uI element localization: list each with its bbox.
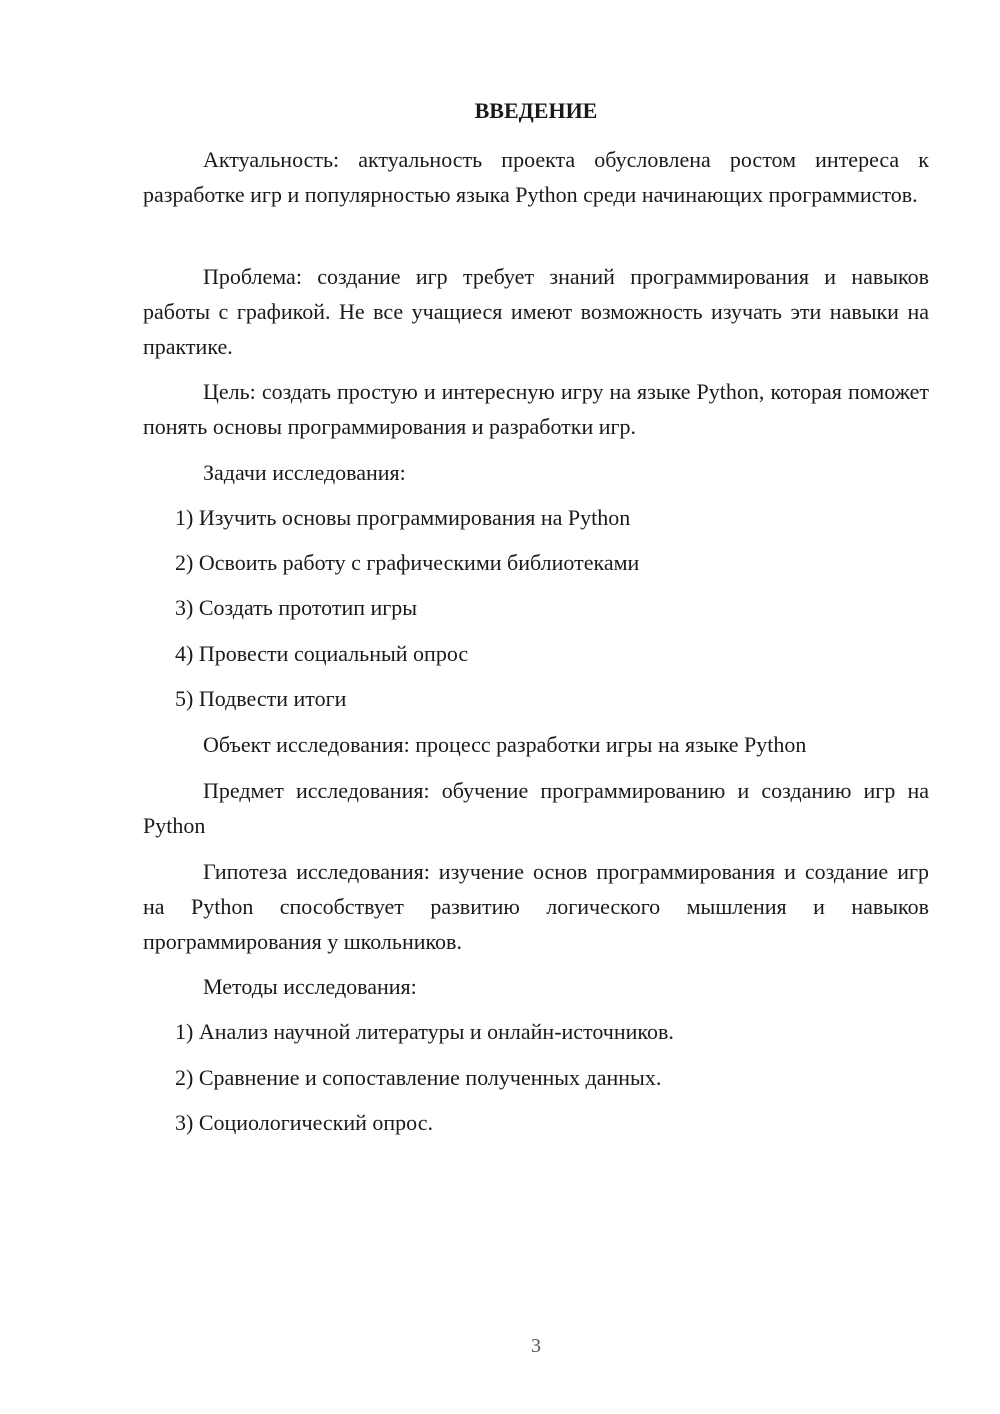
method-item: 3) Социологический опрос. <box>175 1110 433 1135</box>
method-item: 2) Сравнение и сопоставление полученных данных. <box>175 1065 662 1090</box>
method-item: 1) Анализ научной литературы и онлайн-источников. <box>175 1019 674 1044</box>
task-item: 2) Освоить работу с графическими библиотеками <box>175 550 640 575</box>
task-item: 4) Провести социальный опрос <box>175 641 469 666</box>
paragraph-object: Объект исследования: процесс разработки игры на языке Python <box>203 732 807 757</box>
task-item: 3) Создать прототип игры <box>175 595 418 620</box>
paragraph-problem: Проблема: создание игр требует знаний программирования и навыков работы с графикой. Не все учащиеся имеют возможность изучать эти навыки на практике. <box>143 264 929 359</box>
paragraph-hypothesis: Гипотеза исследования: изучение основ программирования и создание игр на Python способствует развитию логического мышления и навыков программирования у школьников. <box>143 859 929 954</box>
page-number: 3 <box>531 1335 541 1357</box>
paragraph-subject: Предмет исследования: обучение программированию и созданию игр на Python <box>143 778 929 838</box>
section-heading: ВВЕДЕНИЕ <box>474 98 598 123</box>
task-item: 5) Подвести итоги <box>175 686 347 711</box>
methods-heading: Методы исследования: <box>203 974 417 999</box>
paragraph-goal: Цель: создать простую и интересную игру на языке Python, которая поможет понять основы программирования и разработки игр. <box>143 379 929 439</box>
paragraph-relevance: Актуальность: актуальность проекта обусловлена ростом интереса к разработке игр и популярностью языка Python среди начинающих программистов. <box>143 147 929 207</box>
task-item: 1) Изучить основы программирования на Python <box>175 505 631 530</box>
tasks-heading: Задачи исследования: <box>203 460 406 485</box>
